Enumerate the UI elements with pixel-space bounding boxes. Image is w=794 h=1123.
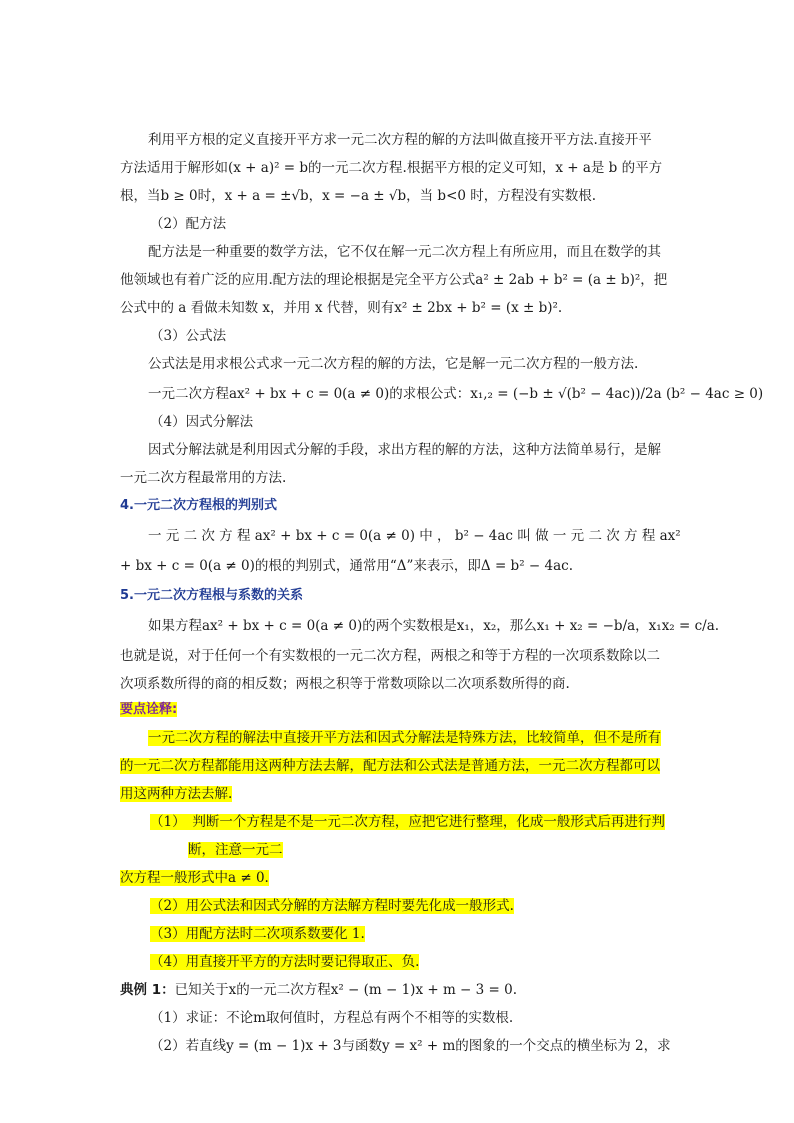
paragraph-line: 一元二次方程最常用的方法. bbox=[120, 470, 287, 486]
formula-line: 一元二次方程ax² + bx + c = 0(a ≠ 0)的求根公式：x₁,₂ = (−b ± √(b² − 4ac))/2a (b² − 4ac ≥ 0) bbox=[148, 386, 764, 402]
paragraph-line: 也就是说，对于任何一个有实数根的一元二次方程，两根之和等于方程的一次项系数除以二 bbox=[120, 648, 660, 664]
section-heading: 4.一元二次方程根的判别式 bbox=[120, 498, 277, 513]
paragraph-line: 次项系数所得的商的相反数；两根之积等于常数项除以二次项系数所得的商. bbox=[120, 676, 570, 692]
key-point-line: （3）用配方法时二次项系数要化 1. bbox=[150, 926, 365, 942]
paragraph-line: 他领域也有着广泛的应用.配方法的理论根据是完全平方公式a² ± 2ab + b² = (a ± b)²，把 bbox=[120, 272, 668, 288]
example-question: （2）若直线y = (m − 1)x + 3与函数y = x² + m的图象的一个交点的横坐标为 2，求 bbox=[150, 1038, 671, 1054]
method-title: （3）公式法 bbox=[150, 328, 227, 344]
key-point-line: （1） 判断一个方程是不是一元二次方程，应把它进行整理，化成一般形式后再进行判 bbox=[150, 814, 665, 830]
key-point-line: 的一元二次方程都能用这两种方法去解，配方法和公式法是普通方法，一元二次方程都可以 bbox=[120, 758, 660, 774]
method-title: （2）配方法 bbox=[150, 216, 227, 232]
paragraph-line: 公式中的 a 看做未知数 x，并用 x 代替，则有x² ± 2bx + b² = (x ± b)². bbox=[120, 300, 563, 316]
paragraph-line: 根，当b ≥ 0时，x + a = ±√b，x = −a ± √b，当 b<0 时，方程没有实数根. bbox=[120, 188, 597, 204]
section-heading: 5.一元二次方程根与系数的关系 bbox=[120, 588, 303, 603]
example-line: 典例 1：已知关于x的一元二次方程x² − (m − 1)x + m − 3 = 0. bbox=[120, 982, 518, 998]
paragraph-line: 配方法是一种重要的数学方法，它不仅在解一元二次方程上有所应用，而且在数学的其 bbox=[148, 244, 661, 260]
key-point-line: 次方程一般形式中a ≠ 0. bbox=[120, 870, 269, 886]
paragraph-line: 因式分解法就是利用因式分解的手段，求出方程的解的方法，这种方法简单易行，是解 bbox=[148, 442, 661, 458]
paragraph-line: 一 元 二 次 方 程 ax² + bx + c = 0(a ≠ 0) 中 ， b² − 4ac 叫 做 一 元 二 次 方 程 ax² bbox=[148, 528, 681, 544]
paragraph-line: 利用平方根的定义直接开平方求一元二次方程的解的方法叫做直接开平方法.直接开平 bbox=[148, 132, 652, 148]
example-question: （1）求证：不论m取何值时，方程总有两个不相等的实数根. bbox=[150, 1010, 514, 1026]
paragraph-line: 方法适用于解形如(x + a)² = b的一元二次方程.根据平方根的定义可知，x + a是 b 的平方 bbox=[120, 160, 663, 176]
paragraph-line: 如果方程ax² + bx + c = 0(a ≠ 0)的两个实数根是x₁，x₂，那么x₁ + x₂ = −b/a，x₁x₂ = c/a. bbox=[148, 618, 720, 634]
key-point-line: 断，注意一元二 bbox=[188, 842, 283, 858]
key-point-line: （4）用直接开平方的方法时要记得取正、负. bbox=[150, 954, 420, 970]
key-point-line: 用这两种方法去解. bbox=[120, 786, 233, 802]
paragraph-line: 公式法是用求根公式求一元二次方程的解的方法，它是解一元二次方程的一般方法. bbox=[148, 356, 639, 372]
example-label: 典例 1： bbox=[120, 982, 175, 998]
key-point-line: 一元二次方程的解法中直接开平方法和因式分解法是特殊方法，比较简单，但不是所有 bbox=[148, 730, 661, 746]
method-title: （4）因式分解法 bbox=[150, 414, 254, 430]
key-points-label: 要点诠释: bbox=[120, 702, 178, 717]
paragraph-line: + bx + c = 0(a ≠ 0)的根的判别式，通常用“Δ”来表示，即Δ = b² − 4ac. bbox=[120, 558, 573, 574]
key-point-line: （2）用公式法和因式分解的方法解方程时要先化成一般形式. bbox=[150, 898, 514, 914]
